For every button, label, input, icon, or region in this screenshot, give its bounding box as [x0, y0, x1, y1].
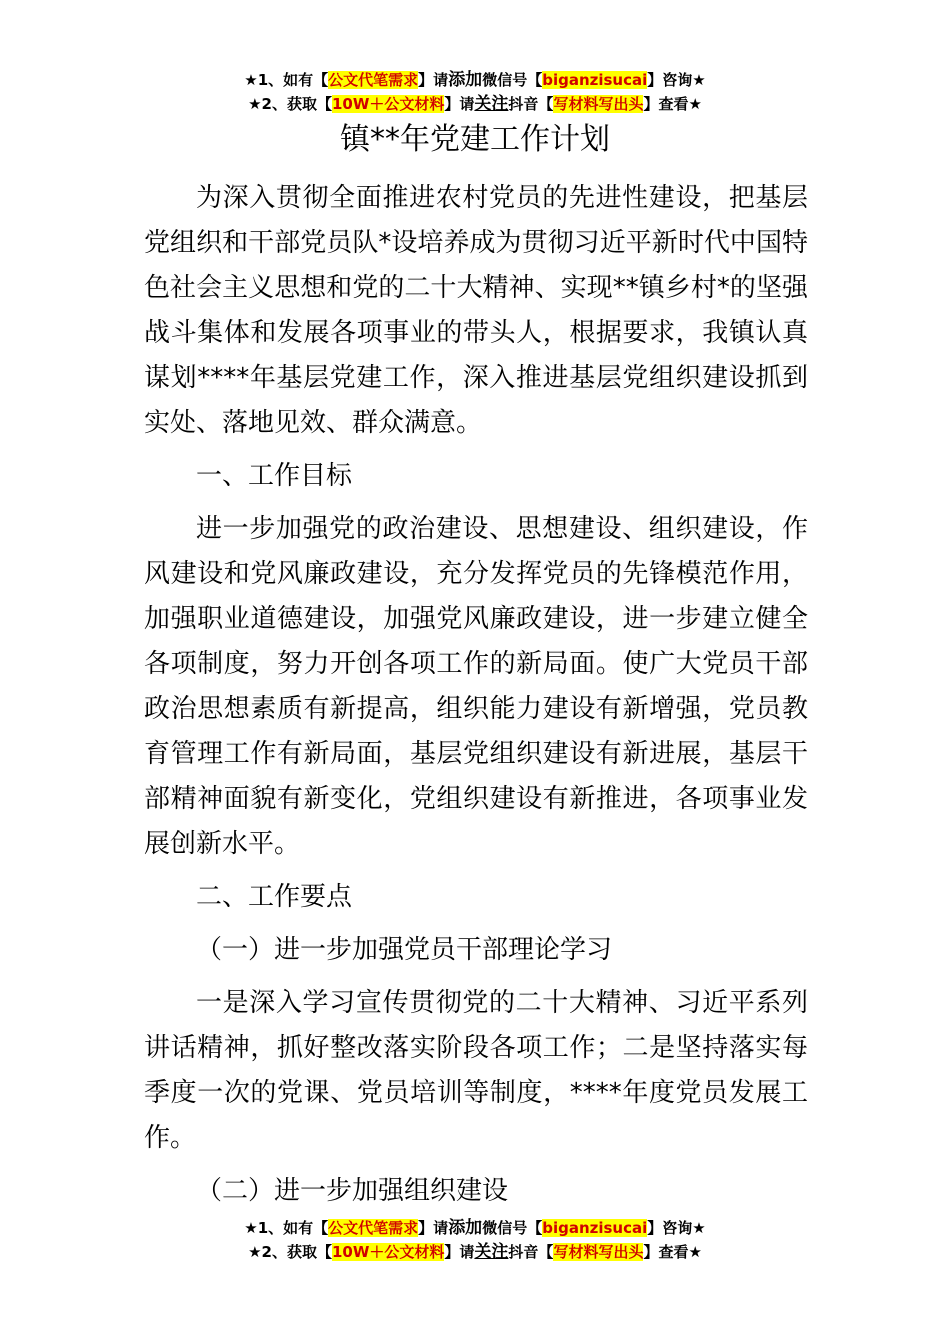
banner-text: 】查看★: [643, 95, 702, 113]
banner-text: 微信号【: [482, 1219, 543, 1237]
banner-text: 抖音【: [508, 1243, 554, 1261]
paragraph-intro: 为深入贯彻全面推进农村党员的先进性建设，把基层党组织和干部党员队*设培养成为贯彻习近平新时代中国特色社会主义思想和党的二十大精神、实现**镇乡村*的坚强战斗集体和发展各项事业的带头人，根据要求，我镇认真谋划****年基层党建工作，深入推进基层党组织建设抓到实处、落地见效、群众满意。: [144, 183, 808, 438]
banner-text: 】咨询★: [647, 71, 706, 89]
banner-highlight: 10W＋公文材料: [331, 95, 445, 113]
paragraph-theory-study: 一是深入学习宣传贯彻党的二十大精神、习近平系列讲话精神，抓好整改落实阶段各项工作；二是坚持落实每季度一次的党课、党员培训等制度，****年度党员发展工作。: [144, 988, 808, 1153]
banner-text: 】查看★: [643, 1243, 702, 1261]
banner-line-1: [0, 1216, 950, 1240]
banner-text: 】咨询★: [647, 1219, 706, 1237]
banner-text: ★1、如有【: [244, 71, 329, 89]
section-heading-key-points: 二、工作要点: [196, 882, 353, 912]
banner-wechat-id: biganzisucai: [542, 1219, 648, 1237]
banner-highlight: 10W＋公文材料: [331, 1243, 445, 1261]
banner-emphasis: 添加: [448, 1218, 483, 1238]
banner-emphasis: 关注: [474, 1242, 509, 1262]
banner-text: ★1、如有【: [244, 1219, 329, 1237]
banner-text: 】请: [444, 95, 475, 113]
banner-highlight: 公文代笔需求: [328, 1219, 419, 1237]
document-body: [144, 176, 808, 1222]
banner-wechat-id: biganzisucai: [542, 71, 648, 89]
section-heading-goals: 一、工作目标: [196, 461, 353, 491]
banner-douyin-id: 写材料写出头: [553, 1243, 644, 1261]
banner-text: ★2、获取【: [248, 95, 332, 113]
banner-line-2: [0, 1240, 950, 1264]
banner-highlight: 公文代笔需求: [328, 71, 419, 89]
banner-text: 】请: [444, 1243, 475, 1261]
paragraph-goals: 进一步加强党的政治建设、思想建设、组织建设，作风建设和党风廉政建设，充分发挥党员的先锋模范作用，加强职业道德建设，加强党风廉政建设，进一步建立健全各项制度，努力开创各项工作的新局面。使广大党员干部政治思想素质有新提高，组织能力建设有新增强，党员教育管理工作有新局面，基层党组织建设有新进展，基层干部精神面貌有新变化，党组织建设有新推进，各项事业发展创新水平。: [144, 514, 808, 859]
banner-text: 】请: [418, 1219, 449, 1237]
subsection-heading-organization: （二）进一步加强组织建设: [196, 1176, 509, 1206]
banner-text: 抖音【: [508, 95, 554, 113]
banner-text: 微信号【: [482, 71, 543, 89]
banner-text: ★2、获取【: [248, 1243, 332, 1261]
banner-text: 】请: [418, 71, 449, 89]
document-title: 镇**年党建工作计划: [340, 122, 610, 157]
header-banner: [0, 68, 950, 116]
footer-banner: [0, 1216, 950, 1264]
banner-line-2: [0, 92, 950, 116]
subsection-heading-theory-study: （一）进一步加强党员干部理论学习: [196, 935, 613, 965]
banner-emphasis: 关注: [474, 94, 509, 114]
banner-douyin-id: 写材料写出头: [553, 95, 644, 113]
banner-line-1: [0, 68, 950, 92]
banner-emphasis: 添加: [448, 70, 483, 90]
